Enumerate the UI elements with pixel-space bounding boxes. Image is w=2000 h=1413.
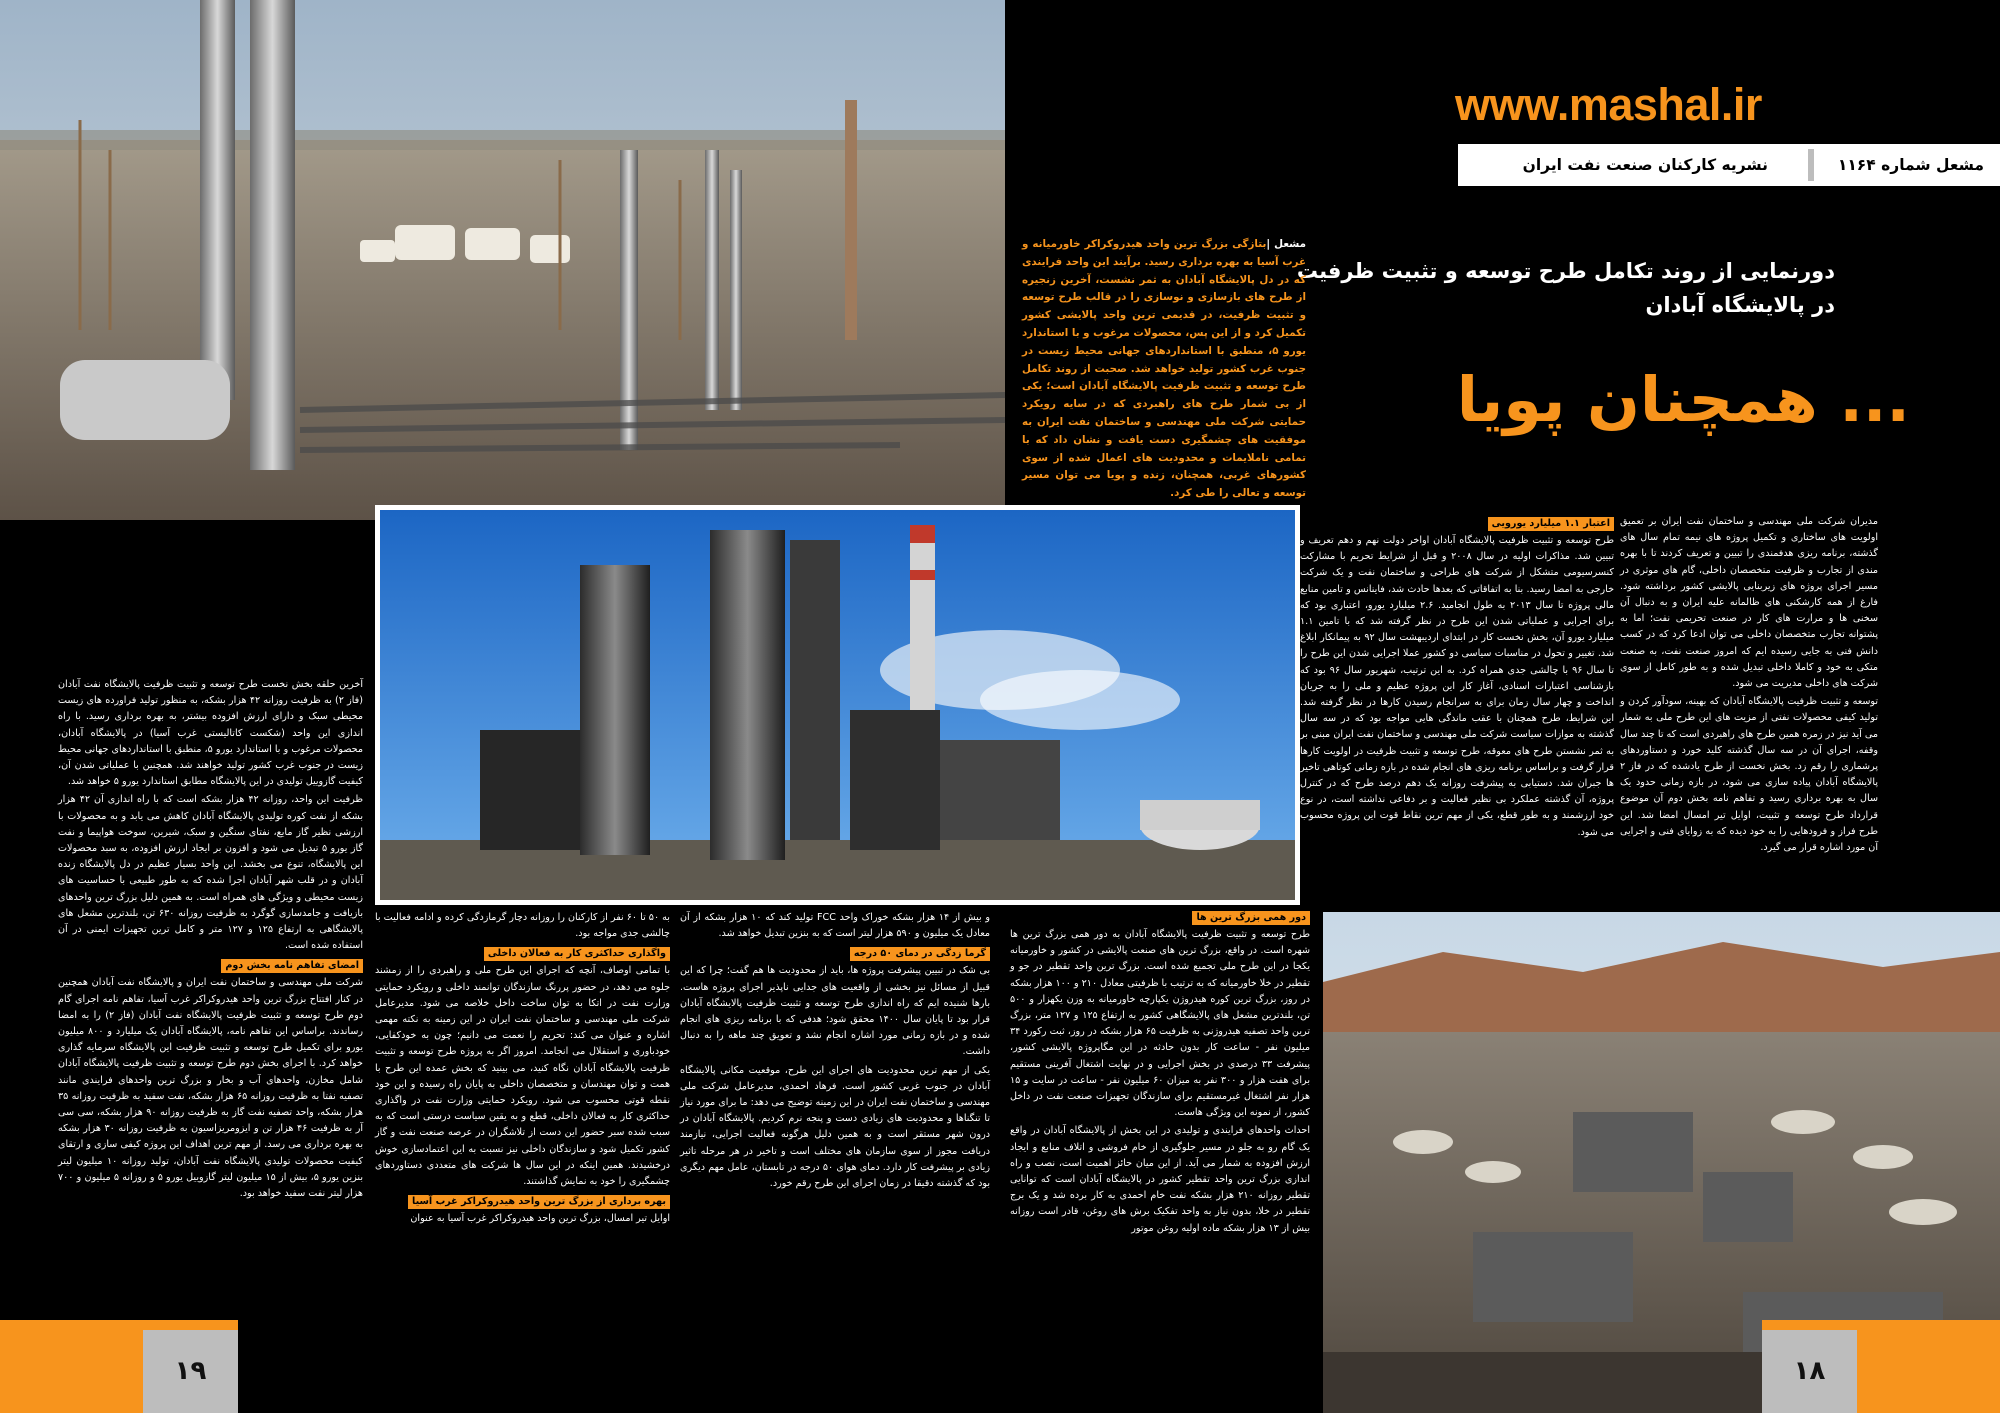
section-heading: واگذاری حداکثری کار به فعالان داخلی [484,947,670,961]
paragraph: آخرین حلقه بخش نخست طرح توسعه و تثبیت ظرفیت پالایشگاه نفت آبادان (فاز ۲) به ظرفیت روزانه ۴۲ هزار بشکه، به منظور تولید فراورده های زیست محیطی سبک و دارای ارزش افزوده بیشتر، به بهره برداری رسید. با راه اندازی این واحد (شکست کاتالیستی غرب آسیا) در پالایشگاه آبادان، محصولات مرغوب و با استاندارد یورو ۵، منطبق با استانداردهای جهانی محیط زیست در جنوب غرب کشور تولید خواهند شد. همچنین با عملیاتی شدن آن، کیفیت گازوییل تولیدی در این پالایشگاه مطابق استاندارد یورو ۵ خواهد شد. [58,679,364,788]
paragraph: اوایل تیر امسال، بزرگ ترین واحد هیدروکراکر غرب آسیا به عنوان [410,1213,670,1225]
column-2 [1300,514,1614,902]
paragraph: مدیران شرکت ملی مهندسی و ساختمان نفت ایران بر تعمیق اولویت های ساختاری و تکمیل پروژه های نیمه تمام سال های گذشته، برنامه ریزی هدفمندی را تبیین و تعریف کردند تا با بهره مندی از تجارب و ظرفیت متخصصان داخلی، گام های موثری در مسیر اجرای پروژه های زیربنایی پالایشی کشور برداشته شود. فارغ از همه کارشکنی های ظالمانه علیه ایران و به دنبال آن سخنی ها و مرارت های کار در صنعت تحریمی نفت؛ اما به پشتوانه تجارب متخصصان داخلی می توان ادعا کرد که در کسب دانش فنی به جایی رسیده ایم که امروز صنعت نفت، به صنعت متکی به خود و کاملا داخلی تبدیل شده و به طور کامل از سوی شرکت های داخلی مدیریت می شود. [1620,516,1878,690]
paragraph: با تمامی اوصاف، آنچه که اجرای این طرح ملی و راهبردی را از زمشند جلوه می دهد، در حضور پررنگ سازندگان توانمند داخلی و رویکرد حمایتی وزارت نفت در اتکا به توان ساخت داخل خلاصه می شود. مدیرعامل شرکت ملی مهندسی و ساختمان نفت ایران در این زمینه به نکته مهمی اشاره و عنوان می کند: تحریم را نعمت می دانیم؛ چون به خودکفایی، خودباوری و استقلال می انجامد. امروز اگر به پروژه طرح توسعه و تثبیت ظرفیت پالایشگاه آبادان نگاه کنید، می بینید که بخش عمده این طرح با همت و توان مهندسان و متخصصان داخلی به پایان راه رسیده و این خود نقطه قوتی محسوب می شود. رویکرد حمایتی وزارت نفت در واگذاری حداکثری کار به فعالان داخلی، قطع و به یقین سیاست درستی است که به سبب شده سبر حضور این دست از تلاشگران در عرصه صنعت نفت و گاز کشور تکمیل شود و سازندگان داخلی نیز نسبت به این اعتمادسازی خوش درخشیدند. همین اینکه در این سال ها شرکت های متعددی دستاوردهای چشمگیری را خود به نمایش گذاشتند. [375,965,670,1188]
issue-number: مشعل شماره ۱۱۶۴ [1837,156,1984,174]
intro-text: بتازگی بزرگ ترین واحد هیدروکراکر خاورمیانه و غرب آسیا به بهره برداری رسید. برآیند این واحد فرایندی که در دل پالایشگاه آبادان به ثمر نشست، آخرین زنجیره از طرح های بازسازی و نوسازی را در قالب طرح توسعه و تثبیت ظرفیت، در قدیمی ترین واحد پالایشی کشور تکمیل کرد و از این پس، محصولات مرغوب و با استاندارد یورو ۵، منطبق با استانداردهای جهانی محیط زیست در جنوب غرب کشور تولید خواهد شد. صحبت از روند تکامل طرح توسعه و تثبیت ظرفیت پالایشگاه آبادان است؛ یکی از بی شمار طرح های راهبردی که در سایه رویکرد حمایتی شرکت ملی مهندسی و ساختمان نفت ایران به موفقیت های چشمگیری دست یافت و نشان داد که با تمامی ناملایمات و محدودیت های اعمال شده از سوی کشورهای غربی، همچنان، زنده و پویا می توان مسیر توسعه و تعالی را طی کرد. [1022,238,1306,500]
refinery-photo-top [0,0,1005,520]
article-subtitle-2: در پالایشگاه آبادان [1645,293,1835,317]
publication-name: نشریه کارکنان صنعت نفت ایران [1522,156,1768,174]
paragraph: شرکت ملی مهندسی و ساختمان نفت ایران و پالایشگاه نفت آبادان همچنین در کنار افتتاح بزرگ ترین واحد هیدروکراکر غرب آسیا، تفاهم نامه اجرای گام دوم طرح توسعه و تثبیت ظرفیت پالایشگاه نفت آبادان (فاز ۲) را به امضا رساندند. براساس این تفاهم نامه، پالایشگاه آبادان یک میلیارد و ۸۰۰ میلیون یورو برای تکمیل طرح توسعه و تثبیت ظرفیت این پالایشگاه سرمایه گذاری خواهد کرد. با اجرای بخش دوم طرح توسعه و تثبیت ظرفیت پالایشگاه آبادان شامل مخازن، واحدهای آب و بخار و بزرگ ترین واحدهای فرایندی مانند تصفیه نفتا به ظرفیت روزانه ۶۵ هزار بشکه، نفت سفید به ظرفیت روزانه ۳۵ هزار بشکه، واحد تصفیه نفت گاز به ظرفیت روزانه ۹۰ هزار بشکه، سی سی آر به ظرفیت ۴۶ هزار تن و ایزومریزاسیون به ظرفیت روزانه ۳۰ هزار بشکه به بهره برداری می رسد. از مهم ترین اهداف این پروژه کیفی سازی و ارتقای کیفیت محصولات تولیدی پالایشگاه نفت آبادان، تولید روزانه ۱۰ میلیون لیتر بنزین یورو ۵، بیش از ۱۵ میلیون لیتر گازوییل یورو ۵ و روزانه ۵ میلیون و ۷۰۰ هزار لیتر نفت سفید خواهد بود. [58,977,364,1200]
article-title: ... همچنان پویا [1456,363,1910,436]
paragraph: طرح توسعه و تثبیت ظرفیت پالایشگاه آبادان به دور همی بزرگ ترین ها شهره است. در واقع، بزرگ ترین های صنعت پالایشی در کشور و خاورمیانه یکجا در این طرح ملی تجمیع شده است. بزرگ ترین واحد تقطیر در جو و تقطیر در خلا خاورمیانه که به ترتیب با ظرفیتی معادل ۲۱۰ و ۱۰۰ هزار بشکه در روز، بزرگ ترین کوره هیدروژن یکپارچه خاورمیانه به وزن یکهزار و ۵۰۰ تن، بلندترین مشعل های پالایشگاهی کشور به ارتفاع ۱۲۵ و ۱۲۷ متر، بزرگ ترین واحد تصفیه هیدروژنی به ظرفیت ۶۵ هزار بشکه در روز، ثبت رکورد ۳۴ میلیون نفر - ساعت کار بدون حادثه در این مگاپروژه پالایشی کشور، پیشرفت ۳۳ درصدی در بخش اجرایی و در نهایت اشتغال آفرینی مستقیم برای هفت هزار و ۳۰۰ نفر به میزان ۶۰ میلیون نفر - ساعت در سایت و ۱۵ هزار نفر اشتغال غیرمستقیم برای سازندگان تجهیزات صنعت نفت در داخل کشور، از نمونه این ویژگی هاست. [1010,929,1310,1119]
section-heading: دور همی بزرگ ترین ها [1192,911,1310,925]
column-5 [375,910,670,1352]
column-4 [680,910,990,1352]
masthead-divider [1808,149,1814,181]
section-heading: امضای تفاهم نامه بخش دوم [221,959,363,973]
article-subtitle-1: دورنمایی از روند تکامل طرح توسعه و تثبیت ظرفیت [1296,259,1835,283]
masthead-bar [1458,144,2000,186]
column-6 [58,677,363,1315]
article-intro [1022,236,1306,500]
section-heading: اعتبار ۱.۱ میلیارد یورویی [1488,517,1614,531]
section-heading: بهره برداری از بزرگ ترین واحد هیدروکراکر غرب آسیا [408,1195,670,1209]
left-footer-bar [0,1320,238,1413]
paragraph: ظرفیت این واحد، روزانه ۴۲ هزار بشکه است که با راه اندازی آن ۴۲ هزار بشکه از نفت کوره تولیدی پالایشگاه آبادان کاهش می یابد و به محصولات با ارزشی نظیر گاز مایع، نفتای سنگین و سبک، شیرین، سوخت هواپیما و نفت گاز یورو ۵ تبدیل می شود و افزون بر ایجاد ارزش افزوده، به سبد محصولات این پالایشگاه، تنوع می بخشد. این واحد بسیار عظیم در دل پالایشگاه زنده آبادان و در قلب شهر آبادان اجرا شده که به طور طبیعی با حساسیت های زیست محیطی و ویژگی های همراه است. به همین دلیل بزرگ ترین واحدهای بازیافت و جامدسازی گوگرد به ظرفیت روزانه ۶۳۰ تن، بلندترین مشعل های پالایشگاهی به ارتفاع ۱۲۵ و ۱۲۷ متر و کامل ترین تجهیزات ایمنی در آن استفاده شده است. [58,794,363,952]
refinery-photo-center [375,505,1300,905]
paragraph: احداث واحدهای فرایندی و تولیدی در این بخش از پالایشگاه آبادان در واقع یک گام رو به جلو در مسیر جلوگیری از خام فروشی و اتلاف منابع و ایجاد ارزش افزوده به شمار می آید. از این میان حائز اهمیت است، نصب و راه اندازی بزرگ ترین واحد تقطیر کشور در پالایشگاه آبادان است که توانایی تقطیر روزانه ۲۱۰ هزار بشکه نفت خام احمدی به کار برده شد و یک برج تقطیر در خلا، بدون نیاز به واحد تفکیک برش های روغن، قادر است روزانه بیش از ۱۳ هزار بشکه ماده اولیه روغن موتور [1010,1125,1310,1234]
column-3 [1010,908,1310,1358]
paragraph: بی شک در تبیین پیشرفت پروژه ها، باید از محدودیت ها هم گفت؛ چرا که این قبیل از مسائل نیز بخشی از واقعیت های جدایی ناپذیر اجرای پروژه هاست. بارها شنیده ایم که راه اندازی طرح توسعه و تثبیت ظرفیت پالایشگاه آبادان قرار بود تا پایان سال ۱۴۰۰ محقق شود؛ هدفی که با برنامه ریزی های انجام شده و در بازه زمانی مورد اشاره انجام نشد و تعویق چند ماهه را به دنبال داشت. [680,965,990,1058]
right-footer-bar [1762,1320,2000,1413]
paragraph: و بیش از ۱۴ هزار بشکه خوراک واحد FCC تولید کند که ۱۰ هزار بشکه از آن معادل یک میلیون و ۵۹۰ هزار لیتر است که به بنزین تبدیل خواهد شد. [680,912,991,940]
section-heading: گرما زدگی در دمای ۵۰ درجه [850,947,990,961]
paragraph: یکی از مهم ترین محدودیت های اجرای این طرح، موقعیت مکانی پالایشگاه آبادان در جنوب غربی کشور است. فرهاد احمدی، مدیرعامل شرکت ملی مهندسی و ساختمان نفت ایران در این زمینه توضیح می دهد: ما برای مورد نیاز تا تنگناها و محدودیت های زیادی دست و پنجه نرم کردیم. پالایشگاه آبادان در درون شهر مستقر است و به همین دلیل هرگونه فعالیت اجرایی، نیازمند دریافت مجوز از سوی سازمان های مختلف است و تاخیر در هر مرحله تاثیر زیادی بر پیشرفت کار دارد. دمای هوای ۵۰ درجه در تابستان، عامل مهم دیگری بود که گذشته دقیقا در زمان اجرای این طرح رقم خورد. [680,1064,990,1190]
left-page-number: ۱۹ [174,1356,207,1386]
paragraph: طرح توسعه و تثبیت ظرفیت پالایشگاه آبادان اواخر دولت نهم و دهم تعریف و تبیین شد. مذاکرات اولیه در سال ۲۰۰۸ و قبل از شرایط تحریم با مشارکت کنسرسیومی متشکل از شرکت های طراحی و ساختمان نفت و یک شرکت خارجی به امضا رسید. بنا به اتفاقاتی که بعدها حادث شد، فاینانس و تامین منابع مالی پروژه تا سال ۲۰۱۳ به طول انجامید. ۲.۶ میلیارد یورو، اعتباری بود که برای اجرایی و عملیاتی شدن این طرح در نظر گرفته شد که با تامین ۱.۱ میلیارد یورو آن، بخش نخست کار در ابتدای اردیبهشت سال ۹۲ به پیمانکار ابلاغ شد. تغییر و تحول در مناسبات سیاسی دو کشور عملا اجرایی شدن این طرح را تا سال ۹۶ با چالشی جدی همراه کرد. به این ترتیب، شهریور سال ۹۶ بود که بازشناسی اعتبارات اسنادی، آغاز کار این پروژه عظیم و ملی را به جریان انداخت و چهار سال زمان برای به سرانجام رسیدن کارها در نظر گرفته شد. این شرایط، طرح همچنان با عقب ماندگی هایی مواجه بود که در سه سال گذشته به موازات سیاست شرکت ملی مهندسی و ساختمان نفت ایران مبنی بر به ثمر نشستن طرح های معوقه، طرح توسعه و تثبیت ظرفیت در اولویت کارها قرار گرفت و براساس برنامه ریزی های انجام شده در بازه زمانی کوتاهی تاخیر ها جبران شد. دستیابی به پیشرفت روزانه یک دهم درصد طرح که در کنترل پروژه، آن گذشته عملکرد بی نظیر فعالیت و بر دفاعی نداشته است، در نوع خود ارزشمند و به طور قطع، یکی از مهم ترین نقاط قوت این پروژه محسوب می شود. [1300,535,1614,838]
paragraph: توسعه و تثبیت ظرفیت پالایشگاه آبادان که بهینه، سودآور کردن و تولید کیفی محصولات نفتی از مزیت های این طرح ملی به شمار می آید نیز در زمره همین طرح های راهبردی است که تا چند سال وقفه، اجرای آن در سه سال گذشته کلید خورد و دستاوردهای پرشماری را رقم زد. بخش نخست از طرح یادشده که در فاز ۲ پالایشگاه آبادان پیاده سازی می شود، در بازه زمانی حدود یک سال به بهره برداری رسید و تفاهم نامه بخش دوم آن موضوع قرارداد طرح توسعه و تثبیت، اوایل تیر امسال امضا شد. این طرح فراز و فرودهایی را به خود دیده که به زوایای فنی و اجرایی آن مورد اشاره قرار می گیرد. [1620,696,1878,854]
website-url[interactable]: www.mashal.ir [1455,79,1762,130]
right-page-number: ۱۸ [1793,1356,1826,1386]
column-1 [1620,514,1878,934]
intro-source: مشعل | [1266,238,1306,250]
paragraph: به ۵۰ تا ۶۰ نفر از کارکنان را روزانه دچار گرمازدگی کرده و ادامه فعالیت با چالشی جدی مواجه بود. [375,912,670,940]
